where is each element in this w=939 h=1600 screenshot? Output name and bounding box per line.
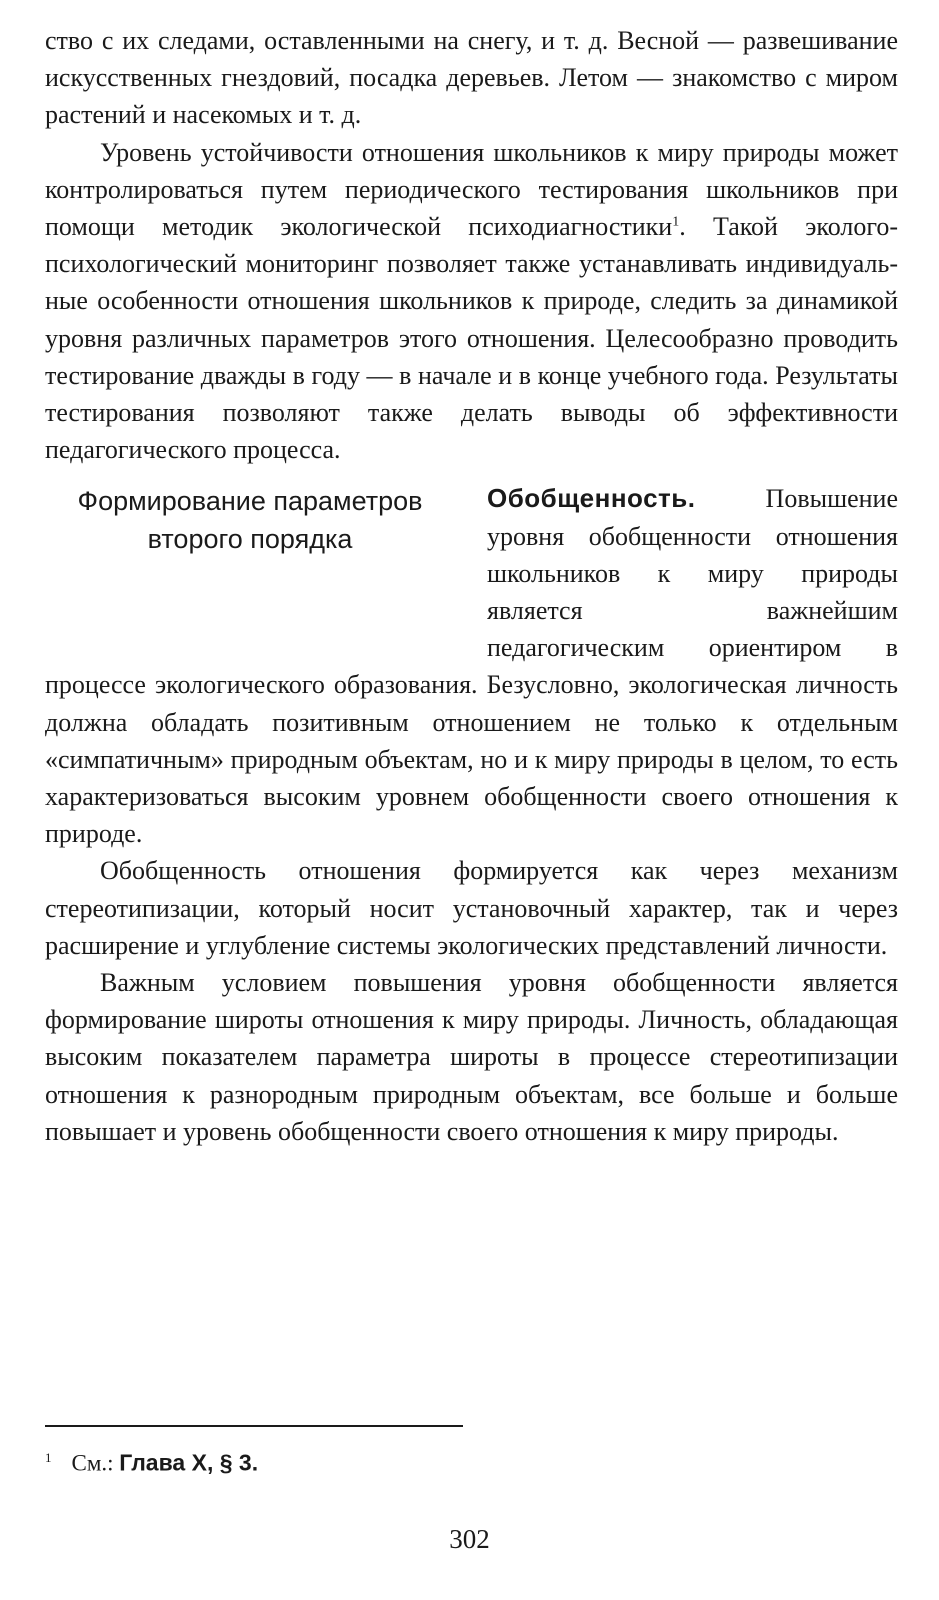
footnote — [45, 1443, 258, 1479]
paragraph-1: ство с их следами, оставленными на снегу, и т. д. Весной — развешивание искусственных гнездовий, посадка деревьев. Летом — знакомство с миром растений и насекомых и т. д. — [45, 26, 898, 130]
footnote-reference-text: Глава X, § 3. — [119, 1449, 259, 1476]
paragraph-2 — [45, 134, 898, 469]
paragraph-2-text-a: Уровень устойчивости отношения школьников к миру природы может контролироваться путем периодического тестирования школьников при помощи методик экологической психодиагностики — [45, 137, 898, 242]
section-heading: Формирование параметров второго порядка — [77, 486, 423, 554]
section-generalization — [45, 480, 898, 852]
section-heading-box — [45, 483, 455, 631]
paragraph-2-text-b: . Такой эколого-психологический мониторинг позволяет также устанавливать индивидуальные особенности отношения школьников к природе, следить за динамикой уровня различных параметров этого отношения. Целесообразно проводить тестирование дважды в году — в начале и в конце учебного года. Результаты тестирования позволяют также делать выводы об эффективности педагогического процесса. — [45, 212, 898, 465]
page-number: 302 — [449, 1524, 490, 1554]
footnote-reference[interactable]: 1 — [672, 214, 680, 230]
run-in-heading: Обобщенность. — [487, 483, 696, 514]
page-body — [45, 22, 898, 1150]
paragraph-4: Обобщенность отношения формируется как через механизм стереотипизации, который носит установочный характер, так и через расширение и углубление системы экологических представлений личности. — [45, 856, 898, 960]
footnote-divider — [45, 1425, 463, 1427]
paragraph-5: Важным условием повышения уровня обобщенности является формирование широты отношения к миру природы. Личность, обладающая высоким показателем параметра широты в процессе стереотипизации отношения к разнородным природным объектам, все больше и больше повышает и уровень обобщенности своего отношения к миру природы. — [45, 968, 898, 1146]
section-spacer — [45, 468, 898, 478]
footnote-prefix: См.: — [71, 1450, 114, 1476]
paragraph-3-text: Повышение уровня обобщенности отношения школьников к миру природы является важнейшим педагогическим ориентиром в процессе экологического образования. Безусловно, экологическая личность должна обладать позитивным отношением не только к отдельным «симпатичным» природным объектам, но и к миру природы в целом, то есть характеризоваться высоким уровнем обобщенности своего отношения к природе. — [45, 484, 898, 849]
footnote-number: 1 — [45, 1450, 52, 1465]
